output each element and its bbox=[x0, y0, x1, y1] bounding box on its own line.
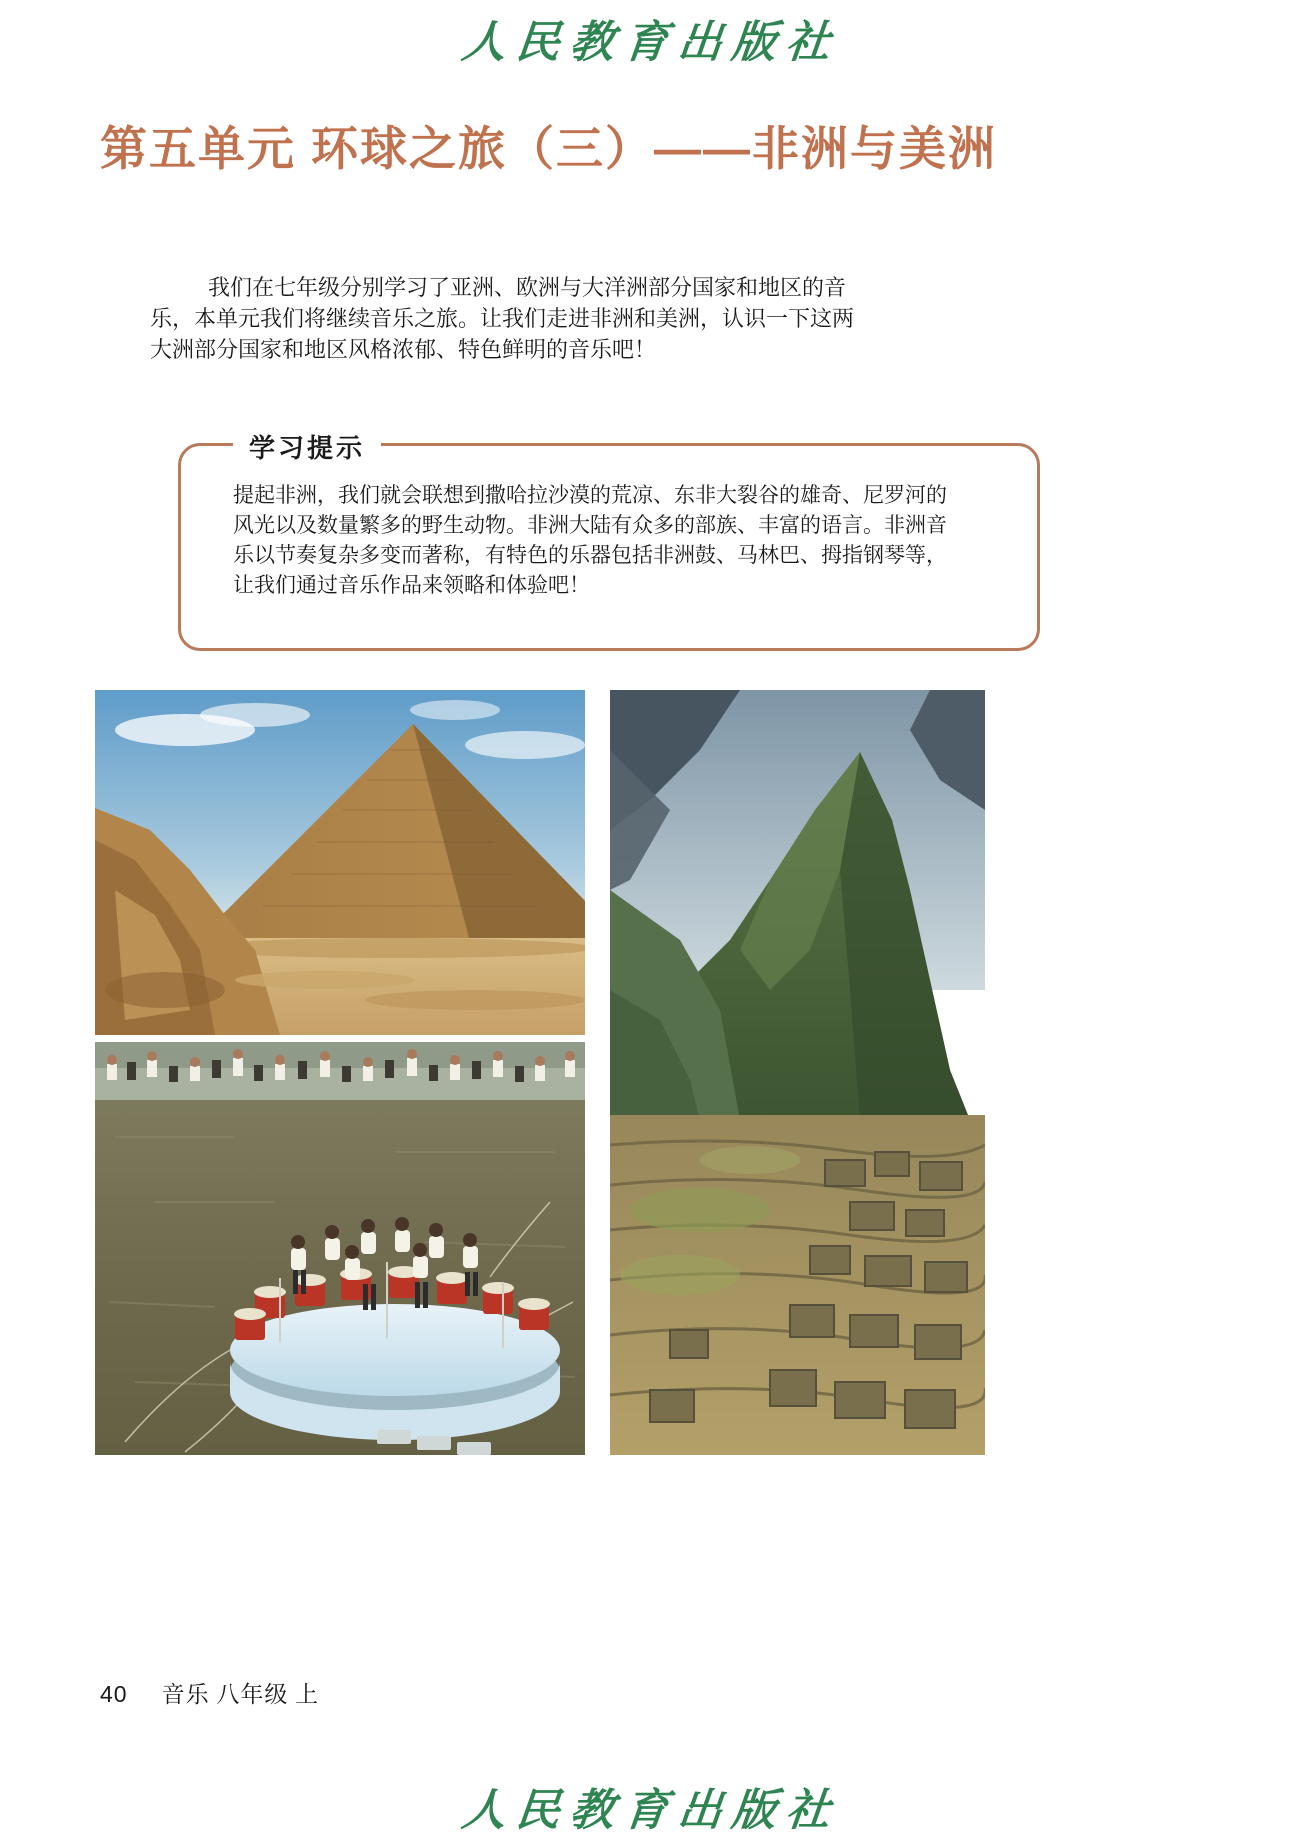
tip-line: 让我们通过音乐作品来领略和体验吧！ bbox=[233, 573, 590, 597]
machu-picchu-photo bbox=[610, 690, 985, 1455]
intro-line: 我们在七年级分别学习了亚洲、欧洲与大洋洲部分国家和地区的音 bbox=[208, 275, 847, 300]
study-tip-title: 学习提示 bbox=[233, 428, 381, 465]
page-number: 40 bbox=[100, 1681, 128, 1707]
intro-line: 乐，本单元我们将继续音乐之旅。让我们走进非洲和美洲，认识一下这两 bbox=[150, 306, 855, 331]
tip-line: 乐以节奏复杂多变而著称，有特色的乐器包括非洲鼓、马林巴、拇指钢琴等， bbox=[233, 543, 947, 567]
intro-paragraph bbox=[150, 272, 920, 365]
intro-line: 大洲部分国家和地区风格浓郁、特色鲜明的音乐吧！ bbox=[150, 337, 657, 362]
unit-title: 第五单元 环球之旅（三）——非洲与美洲 bbox=[100, 122, 998, 175]
tip-line: 提起非洲，我们就会联想到撒哈拉沙漠的荒凉、东非大裂谷的雄奇、尼罗河的 bbox=[233, 483, 947, 507]
publisher-logo-bottom: 人民教育出版社 bbox=[459, 1785, 843, 1836]
study-tip-body bbox=[233, 480, 1023, 600]
book-label: 音乐 八年级 上 bbox=[161, 1682, 320, 1707]
steel-drum-band-photo bbox=[95, 1042, 585, 1455]
pyramid-photo bbox=[95, 690, 585, 1035]
study-tip-box bbox=[178, 433, 1040, 651]
page-footer bbox=[100, 1676, 319, 1709]
publisher-logo-top: 人民教育出版社 bbox=[459, 17, 843, 68]
tip-line: 风光以及数量繁多的野生动物。非洲大陆有众多的部族、丰富的语言。非洲音 bbox=[233, 513, 947, 537]
